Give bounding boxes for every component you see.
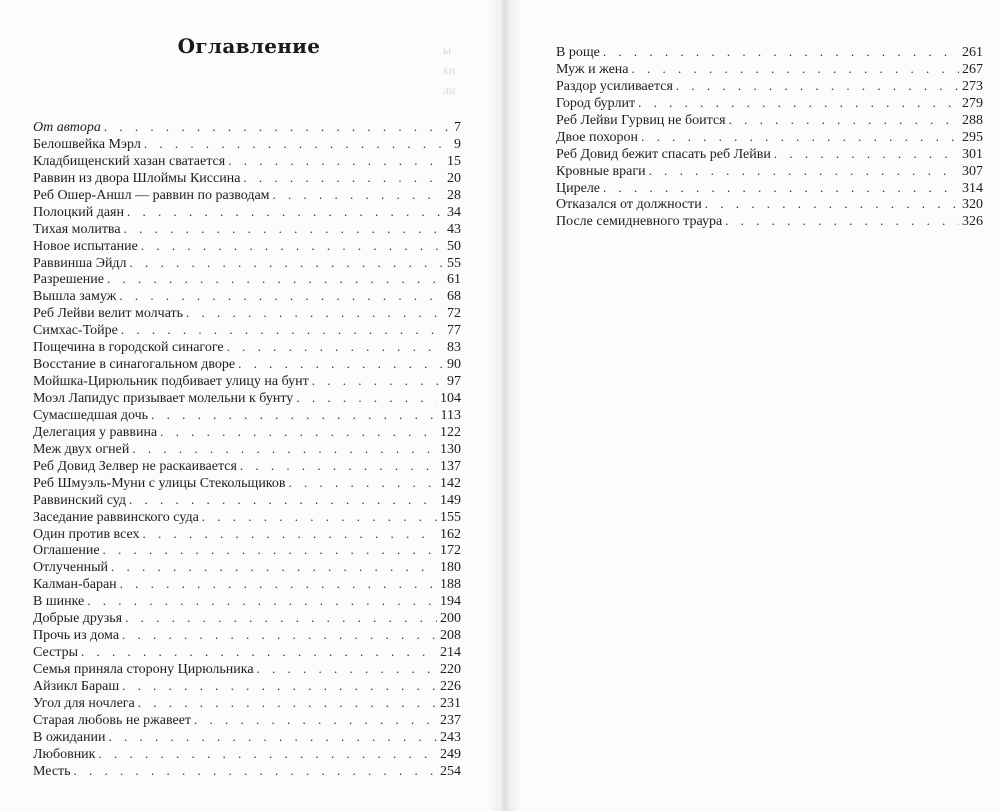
toc-entry-title: Сестры <box>33 645 78 661</box>
toc-entry-page: 326 <box>962 214 983 230</box>
toc-entry <box>33 424 461 441</box>
dot-leader <box>227 339 444 356</box>
dot-leader <box>138 695 437 712</box>
toc-entry <box>33 322 461 339</box>
toc-entry-page: 301 <box>962 146 983 162</box>
dot-leader <box>312 373 444 390</box>
toc-entry <box>33 542 461 559</box>
toc-entry-page: 214 <box>440 645 461 661</box>
dot-leader <box>603 180 959 197</box>
toc-entry <box>33 576 461 593</box>
dot-leader <box>124 221 444 238</box>
toc-entry-title: Отказался от должности <box>556 197 702 213</box>
toc-entry-title: Моэл Лапидус призывает молельни к бунту <box>33 391 294 406</box>
toc-entry <box>33 390 461 407</box>
toc-entry-page: 55 <box>447 255 461 271</box>
dot-leader <box>603 44 959 61</box>
dot-leader <box>238 356 444 373</box>
toc-entry <box>33 559 461 576</box>
toc-entry-title: Двое похорон <box>556 129 639 145</box>
toc-entry-page: 226 <box>440 678 461 694</box>
toc-entry <box>33 288 461 305</box>
toc-entry <box>33 526 461 543</box>
bleed-line: ы <box>443 43 452 57</box>
bleed-through-text <box>443 40 455 100</box>
toc-entry-page: 273 <box>962 78 983 94</box>
toc-entry <box>33 746 461 763</box>
dot-leader <box>774 146 959 163</box>
toc-entry <box>33 458 461 475</box>
toc-entry <box>33 593 461 610</box>
toc-entry-page: 68 <box>447 289 461 305</box>
toc-entry <box>33 305 461 322</box>
toc-entry-page: 28 <box>447 187 461 203</box>
dot-leader <box>120 576 437 593</box>
toc-entry-title: Месть <box>33 763 71 779</box>
toc-entry-title: Старая любовь не ржавеет <box>33 712 192 728</box>
toc-entry-title: Реб Лейви Гурвиц не боится <box>556 112 726 128</box>
toc-entry-page: 142 <box>440 475 461 491</box>
toc-entry-title: В роще <box>556 45 600 60</box>
toc-entry-title: Новое испытание <box>33 238 138 254</box>
right-page <box>502 0 1000 811</box>
dot-leader <box>81 644 437 661</box>
toc-entry-page: 208 <box>440 628 461 644</box>
toc-entry-title: Раввинский суд <box>33 492 126 508</box>
toc-entry-page: 9 <box>454 136 461 152</box>
toc-entry <box>33 763 461 780</box>
toc-entry-title: Тихая молитва <box>33 221 121 237</box>
toc-entry-page: 188 <box>440 577 461 593</box>
toc-entry-page: 77 <box>447 323 461 339</box>
toc-entry-page: 243 <box>440 729 461 745</box>
toc-entry-title: В ожидании <box>33 729 106 745</box>
toc-entry-page: 231 <box>440 695 461 711</box>
left-page <box>0 0 498 811</box>
toc-entry-page: 137 <box>440 458 461 474</box>
dot-leader <box>296 390 437 407</box>
dot-leader <box>122 678 437 695</box>
toc-list-right <box>556 44 983 230</box>
toc-entry-title: После семидневного траура <box>556 214 723 230</box>
toc-entry <box>33 255 461 272</box>
dot-leader <box>151 407 437 424</box>
toc-entry-page: 279 <box>962 95 983 111</box>
toc-entry-title: Раввин из двора Шлоймы Киссина <box>33 170 241 186</box>
toc-entry <box>556 61 983 78</box>
toc-entry <box>33 153 461 170</box>
toc-entry-page: 97 <box>447 374 461 390</box>
toc-entry-title: Мойшка-Цирюльник подбивает улицу на бунт <box>33 374 309 390</box>
toc-entry-title: Реб Довид бежит спасать реб Лейви <box>556 146 771 162</box>
toc-entry-title: Любовник <box>33 746 96 762</box>
dot-leader <box>194 712 437 729</box>
toc-entry <box>556 163 983 180</box>
toc-entry-title: Айзикл Бараш <box>33 678 120 694</box>
toc-entry-title: В шинке <box>33 594 85 610</box>
toc-entry <box>556 180 983 197</box>
toc-entry <box>33 729 461 746</box>
toc-entry-page: 200 <box>440 611 461 627</box>
toc-entry-page: 220 <box>440 662 461 677</box>
toc-entry-title: Разрешение <box>33 272 104 288</box>
dot-leader <box>632 61 960 78</box>
dot-leader <box>103 542 437 559</box>
toc-entry-page: 7 <box>454 120 461 135</box>
toc-entry <box>556 95 983 112</box>
toc-entry-title: Семья приняла сторону Цирюльника <box>33 662 254 677</box>
toc-entry-title: Раздор усиливается <box>556 78 673 94</box>
toc-entry <box>33 221 461 238</box>
toc-entry <box>33 712 461 729</box>
toc-entry-page: 320 <box>962 197 983 213</box>
dot-leader <box>186 305 444 322</box>
toc-entry-title: Восстание в синагогальном дворе <box>33 357 236 373</box>
toc-entry-title: Калман-баран <box>33 577 117 593</box>
toc-entry-page: 83 <box>447 340 461 356</box>
toc-entry-page: 72 <box>447 306 461 322</box>
toc-entry <box>33 644 461 661</box>
dot-leader <box>122 627 437 644</box>
dot-leader <box>243 170 444 187</box>
toc-entry <box>33 475 461 492</box>
bleed-line: ки <box>443 63 456 77</box>
toc-entry <box>556 129 983 146</box>
dot-leader <box>638 95 959 112</box>
dot-leader <box>130 255 444 272</box>
toc-entry <box>33 492 461 509</box>
dot-leader <box>107 271 444 288</box>
dot-leader <box>129 492 437 509</box>
toc-entry-title: Кладбищенский хазан сватается <box>33 153 226 169</box>
dot-leader <box>257 661 437 678</box>
toc-entry-title: Полоцкий даян <box>33 204 124 220</box>
dot-leader <box>87 593 437 610</box>
dot-leader <box>125 610 437 627</box>
toc-entry-title: Добрые друзья <box>33 611 123 627</box>
toc-entry-title: Отлученный <box>33 560 109 576</box>
toc-entry-page: 261 <box>962 45 983 60</box>
toc-entry-title: Оглашение <box>33 543 100 559</box>
toc-entry-title: Реб Довид Зелвер не раскаивается <box>33 458 237 474</box>
toc-entry <box>556 112 983 129</box>
toc-entry-title: Реб Лейви велит молчать <box>33 306 184 322</box>
toc-entry-page: 194 <box>440 594 461 610</box>
toc-entry-title: Город бурлит <box>556 95 636 111</box>
toc-entry-page: 149 <box>440 492 461 508</box>
toc-entry-page: 254 <box>440 763 461 779</box>
toc-entry <box>33 119 461 136</box>
toc-entry-page: 43 <box>447 221 461 237</box>
dot-leader <box>98 746 437 763</box>
dot-leader <box>649 163 959 180</box>
toc-entry-page: 155 <box>440 509 461 525</box>
dot-leader <box>289 475 437 492</box>
toc-entry-page: 61 <box>447 272 461 288</box>
toc-entry-page: 314 <box>962 180 983 196</box>
dot-leader <box>725 213 959 230</box>
toc-entry-title: Прочь из дома <box>33 628 120 644</box>
toc-entry-page: 113 <box>440 407 461 423</box>
dot-leader <box>202 509 437 526</box>
toc-entry-title: Муж и жена <box>556 61 629 77</box>
dot-leader <box>111 559 437 576</box>
dot-leader <box>273 187 444 204</box>
bleed-line: ли <box>443 83 456 97</box>
toc-list-left <box>33 119 461 780</box>
toc-entry <box>33 441 461 458</box>
toc-entry <box>556 196 983 213</box>
toc-entry-title: Меж двух огней <box>33 441 130 457</box>
dot-leader <box>104 119 451 136</box>
dot-leader <box>127 204 444 221</box>
toc-entry-page: 295 <box>962 129 983 145</box>
toc-entry <box>33 695 461 712</box>
dot-leader <box>705 196 959 213</box>
toc-entry-page: 104 <box>440 391 461 406</box>
toc-entry <box>33 373 461 390</box>
toc-entry-title: Заседание раввинского суда <box>33 509 199 525</box>
dot-leader <box>676 78 959 95</box>
toc-entry-title: Делегация у раввина <box>33 424 158 440</box>
toc-entry-page: 122 <box>440 424 461 440</box>
dot-leader <box>240 458 437 475</box>
toc-entry <box>556 44 983 61</box>
toc-entry-title: Реб Шмуэль-Муни с улицы Стекольщиков <box>33 475 286 491</box>
dot-leader <box>729 112 959 129</box>
dot-leader <box>228 153 444 170</box>
toc-entry-page: 237 <box>440 712 461 728</box>
toc-entry-page: 20 <box>447 170 461 186</box>
dot-leader <box>74 763 437 780</box>
toc-entry-title: Циреле <box>556 180 601 196</box>
toc-entry-page: 172 <box>440 543 461 559</box>
toc-entry <box>556 146 983 163</box>
toc-entry-title: От автора <box>33 120 101 135</box>
toc-entry-title: Белошвейка Мэрл <box>33 136 141 152</box>
toc-entry-page: 180 <box>440 560 461 576</box>
book-gutter-shadow <box>488 0 522 811</box>
toc-entry-page: 15 <box>447 153 461 169</box>
toc-entry-title: Раввинша Эйдл <box>33 255 127 271</box>
toc-entry-title: Один против всех <box>33 526 140 542</box>
toc-entry-page: 130 <box>440 441 461 457</box>
toc-entry-page: 90 <box>447 357 461 373</box>
toc-entry-title: Пощечина в городской синагоге <box>33 340 224 356</box>
toc-entry-title: Кровные враги <box>556 163 646 179</box>
toc-entry <box>33 170 461 187</box>
toc-entry-title: Угол для ночлега <box>33 695 135 711</box>
toc-entry <box>33 509 461 526</box>
toc-title: Оглавление <box>177 34 321 58</box>
dot-leader <box>132 441 437 458</box>
toc-entry <box>33 238 461 255</box>
dot-leader <box>121 322 444 339</box>
toc-entry-title: Реб Ошер-Аншл — раввин по разводам <box>33 187 270 203</box>
toc-entry <box>33 187 461 204</box>
toc-entry <box>556 78 983 95</box>
dot-leader <box>108 729 437 746</box>
toc-entry <box>33 678 461 695</box>
toc-entry-page: 288 <box>962 112 983 128</box>
toc-entry <box>33 271 461 288</box>
dot-leader <box>144 136 451 153</box>
dot-leader <box>160 424 437 441</box>
toc-entry <box>33 339 461 356</box>
toc-entry-page: 249 <box>440 746 461 762</box>
toc-entry <box>33 627 461 644</box>
toc-entry-page: 50 <box>447 238 461 254</box>
dot-leader <box>119 288 444 305</box>
toc-entry-page: 162 <box>440 526 461 542</box>
toc-entry-title: Симхас-Тойре <box>33 323 118 339</box>
toc-entry-page: 34 <box>447 204 461 220</box>
toc-entry-page: 307 <box>962 163 983 179</box>
toc-entry <box>556 213 983 230</box>
toc-entry <box>33 356 461 373</box>
dot-leader <box>141 238 444 255</box>
toc-entry <box>33 610 461 627</box>
toc-entry-title: Сумасшедшая дочь <box>33 407 149 423</box>
toc-entry <box>33 407 461 424</box>
dot-leader <box>143 526 437 543</box>
toc-entry-page: 267 <box>962 61 983 77</box>
toc-entry-title: Вышла замуж <box>33 289 117 305</box>
toc-entry <box>33 204 461 221</box>
toc-entry <box>33 136 461 153</box>
toc-entry <box>33 661 461 678</box>
dot-leader <box>641 129 959 146</box>
